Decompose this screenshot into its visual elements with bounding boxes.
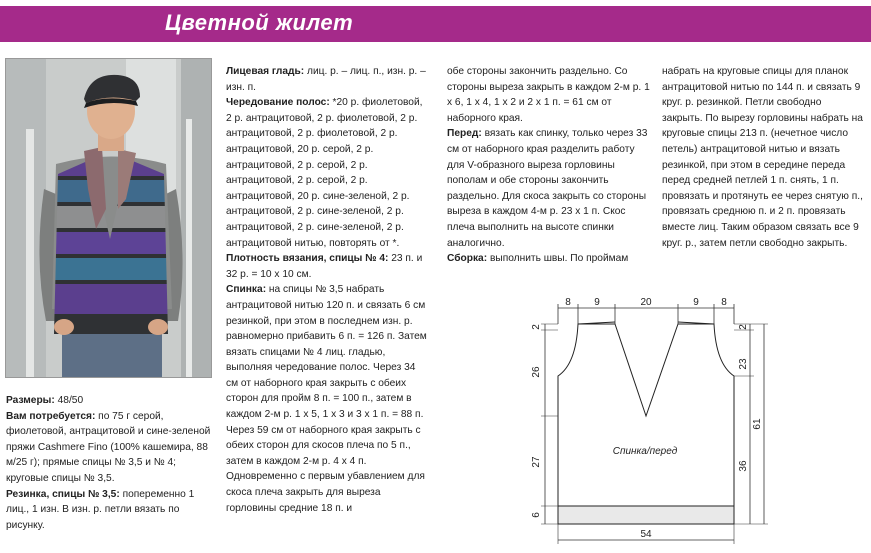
stripes-text: *20 р. фиолетовой, 2 р. антрацитовой, 2 р. фиолетовой, 2 р. антрацитовой, 2 р. фиолетовой, 2 р. антрацитовой, 20 р. серой, 2 р. антрацитовой, 2 р. серой, 2 р. антрацитовой, 2 р. серой, 2 р. антрацитовой, 20 р. сине-зеленой, 2 р. антрацитовой, 2 р. сине-зеленой, 2 р. антрацитовой, 2 р. сине-зеленой, 2 р. антрацитовой нитью, повторять от *. — [226, 97, 423, 249]
dim-right-total: 61 — [752, 418, 763, 430]
dim-top-a: 8 — [565, 297, 571, 308]
stockinette-text: лиц. р. – лиц. п., изн. р. – изн. п. — [226, 66, 426, 93]
gauge-label: Плотность вязания, спицы № 4: — [226, 253, 389, 265]
piece-label: Спинка/перед — [612, 446, 678, 457]
stockinette-label: Лицевая гладь: — [226, 66, 305, 77]
finishing-text: набрать на круговые спицы для планок антрацитовой нитью по 144 п. и связать 9 круг. р. резинкой. Петли свободно закрыть. По вырезу горловины набрать на круговые спицы 213 п. (нечетное число петель) антрацитовой нитью и вязать резинкой, при этом в середине переда перед средней петлей 1 п. снять, 1 п. провязать и протянуть ее через снятую п., провязать среднюю п. и 2 п. провязать вместе лиц. Таким образом связать все 9 круг. р., затем петли свободно закрыть. — [662, 66, 863, 249]
assembly-label: Сборка: — [447, 253, 488, 265]
back-label: Спинка: — [226, 284, 267, 296]
dim-right-a: 2 — [738, 324, 749, 330]
dim-right-c: 36 — [738, 460, 749, 472]
back-text: на спицы № 3,5 набрать антрацитовой нитью 120 п. и связать 6 см резинкой, при этом в последнем изн. р. равномерно прибавить 6 п. = 126 п. Затем вязать спицами № 4 лиц. гладью, выполняя чередование полос. Через 34 см от наборного края закрыть с обеих сторон для пройм 8 п. = 100 п., затем в каждом 2-м р. 1 х 5, 1 х 3 и 3 х 1 п. = 88 п. Через 59 см от наборного края закрыть с обеих сторон для скосов плеча по 5 п., затем в каждом 2-м р. 4 х 4 п. Одновременно с первым убавлением для скоса плеча закрыть для выреза горловины средние 18 п. и — [226, 284, 427, 514]
sizes-label: Размеры: — [6, 395, 55, 406]
garment-outline — [558, 324, 734, 506]
page-title: Цветной жилет — [165, 10, 354, 35]
gauge-text: 23 п. и 32 р. = 10 х 10 см. — [226, 253, 423, 280]
front-label: Перед: — [447, 128, 482, 140]
dim-top-e: 8 — [721, 297, 727, 308]
dim-top-c: 20 — [640, 297, 652, 308]
vest-schematic — [520, 294, 780, 549]
rib-text: попеременно 1 лиц., 1 изн. В изн. р. петли вязать по рисунку. — [6, 488, 195, 531]
dim-left-d: 6 — [531, 512, 542, 518]
dim-left-a: 2 — [531, 324, 542, 330]
dim-bottom: 54 — [640, 529, 652, 540]
photo-illustration — [6, 59, 211, 377]
materials-label: Вам потребуется: — [6, 410, 96, 422]
rib-band — [558, 506, 734, 524]
sizes-value: 48/50 — [54, 395, 84, 406]
dim-top-b: 9 — [594, 297, 600, 308]
column-patterns-back — [226, 64, 428, 516]
assembly-text: выполнить швы. По проймам — [487, 253, 629, 265]
dim-left-b: 26 — [531, 366, 542, 378]
column-finishing — [662, 64, 864, 251]
front-text: вязать как спинку, только через 33 см от наборного края разделить работу для V-образного выреза горловины пополам и обе стороны закончить раздельно. Для скоса закрыть со стороны выреза в каждом 4-м р. 23 х 1 п. Скос плеча выполнить на высоте спинки аналогично. — [447, 128, 648, 249]
dim-top-d: 9 — [693, 297, 699, 308]
stripes-label: Чередование полос: — [226, 97, 330, 109]
continued-text: обе стороны закончить раздельно. Со стороны выреза закрыть в каждом 2-м р. 1 х 6, 1 х 4, 1 х 2 и 2 х 1 п. = 61 см от наборного края. — [447, 66, 650, 124]
dim-right-b: 23 — [738, 358, 749, 370]
rib-label: Резинка, спицы № 3,5: — [6, 488, 120, 500]
column-front-assembly — [447, 64, 650, 267]
title-banner — [0, 6, 871, 42]
dim-left-c: 27 — [531, 456, 542, 468]
column-sizes-materials — [6, 393, 212, 533]
materials-text: по 75 г серой, фиолетовой, антрацитовой и сине-зеленой пряжи Cashmere Fino (100% кашемира, 88 м/25 г); прямые спицы № 3,5 и № 4; круговые спицы № 3,5. — [6, 410, 211, 484]
model-photo — [5, 58, 212, 378]
